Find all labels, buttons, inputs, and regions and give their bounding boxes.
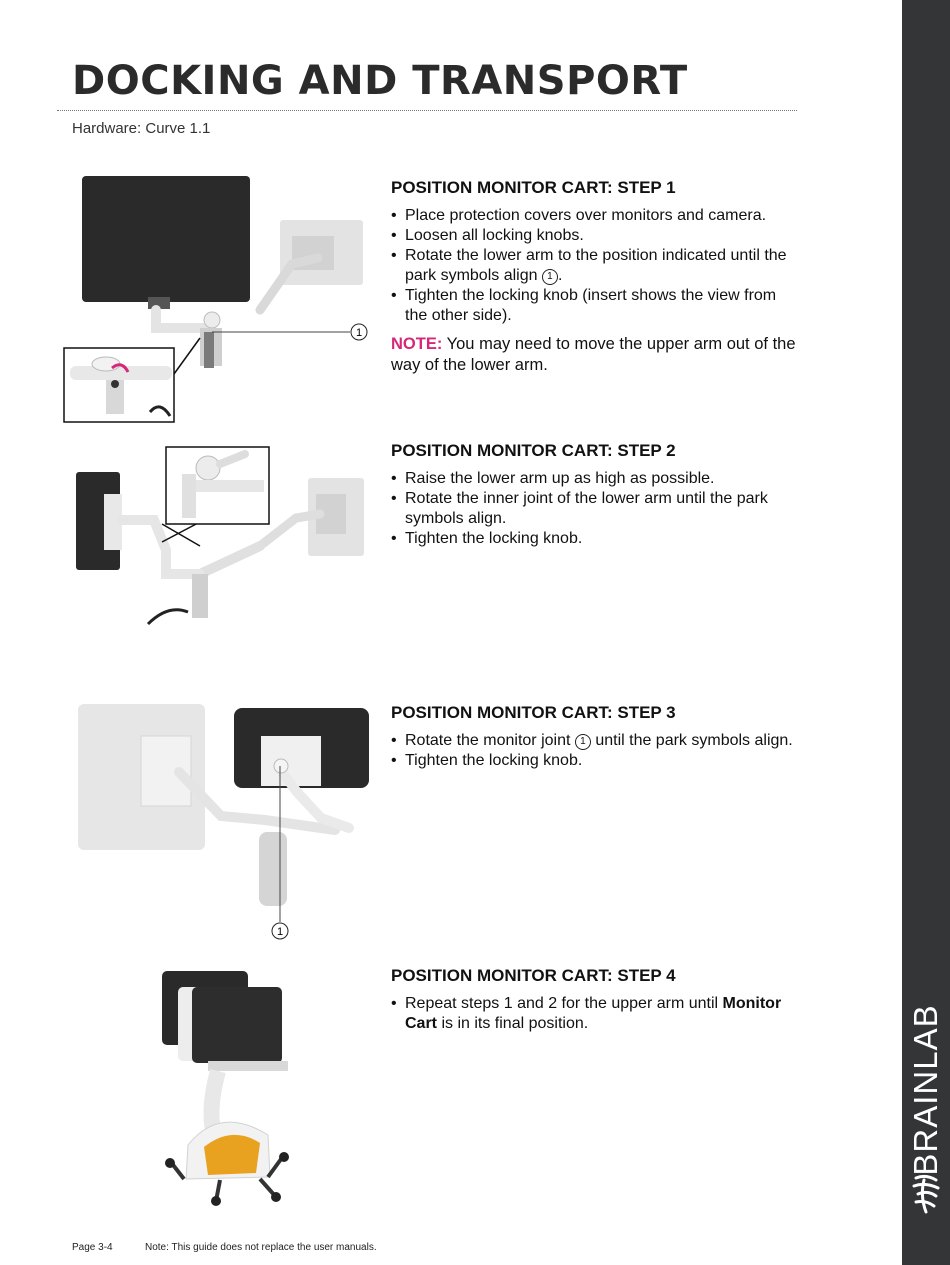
note-label: NOTE: — [391, 335, 443, 353]
step1-callout: 1 — [355, 327, 363, 339]
list-item: • Rotate the lower arm to the position indicated until the park symbols align 1 . — [391, 246, 801, 286]
step2-illustration — [70, 444, 370, 632]
list-item: • Place protection covers over monitors and camera. — [391, 206, 801, 226]
park-symbol-marker: 1 — [542, 269, 558, 285]
step4-illustration — [160, 965, 290, 1210]
list-item: • Rotate the monitor joint 1 until the park symbols align. — [391, 731, 801, 751]
brainlab-logo-icon — [910, 1172, 942, 1216]
step-1 — [391, 178, 801, 376]
list-item: • Raise the lower arm up as high as possible. — [391, 469, 801, 489]
emphasis-monitor-cart: Monitor Cart — [405, 995, 782, 1032]
step4-heading: POSITION MONITOR CART: STEP 4 — [391, 966, 676, 985]
note-text: You may need to move the upper arm out of the way of the lower arm. — [391, 335, 796, 374]
page-number: Page 3-4 — [72, 1242, 113, 1253]
step3-heading: POSITION MONITOR CART: STEP 3 — [391, 703, 676, 722]
list-item: • Tighten the locking knob. — [391, 751, 801, 771]
page-title: DOCKING AND TRANSPORT — [72, 58, 688, 104]
step3-callout: 1 — [276, 926, 284, 938]
step2-bullets — [391, 469, 801, 549]
park-symbol-marker: 1 — [575, 734, 591, 750]
step-4 — [391, 966, 801, 1034]
step4-bullets — [391, 994, 801, 1034]
list-item: • Tighten the locking knob. — [391, 529, 801, 549]
footer-note: Note: This guide does not replace the user manuals. — [145, 1242, 377, 1253]
list-item: • Rotate the inner joint of the lower arm until the park symbols align. — [391, 489, 801, 529]
list-item: • Repeat steps 1 and 2 for the upper arm until Monitor Cart is in its final position. — [391, 994, 801, 1034]
step2-heading: POSITION MONITOR CART: STEP 2 — [391, 441, 676, 460]
list-item: • Loosen all locking knobs. — [391, 226, 801, 246]
step3-bullets — [391, 731, 801, 771]
step1-bullets — [391, 206, 801, 326]
list-item: • Tighten the locking knob (insert shows the view from the other side). — [391, 286, 801, 326]
hardware-label: Hardware: Curve 1.1 — [72, 120, 211, 137]
step-3 — [391, 703, 801, 771]
brand-name: BRAINLAB — [907, 1004, 944, 1176]
step1-note — [391, 334, 801, 376]
step-2 — [391, 441, 801, 549]
step3-illustration — [75, 700, 375, 945]
title-divider — [57, 110, 797, 111]
step1-heading: POSITION MONITOR CART: STEP 1 — [391, 178, 676, 197]
step1-illustration — [60, 172, 370, 427]
